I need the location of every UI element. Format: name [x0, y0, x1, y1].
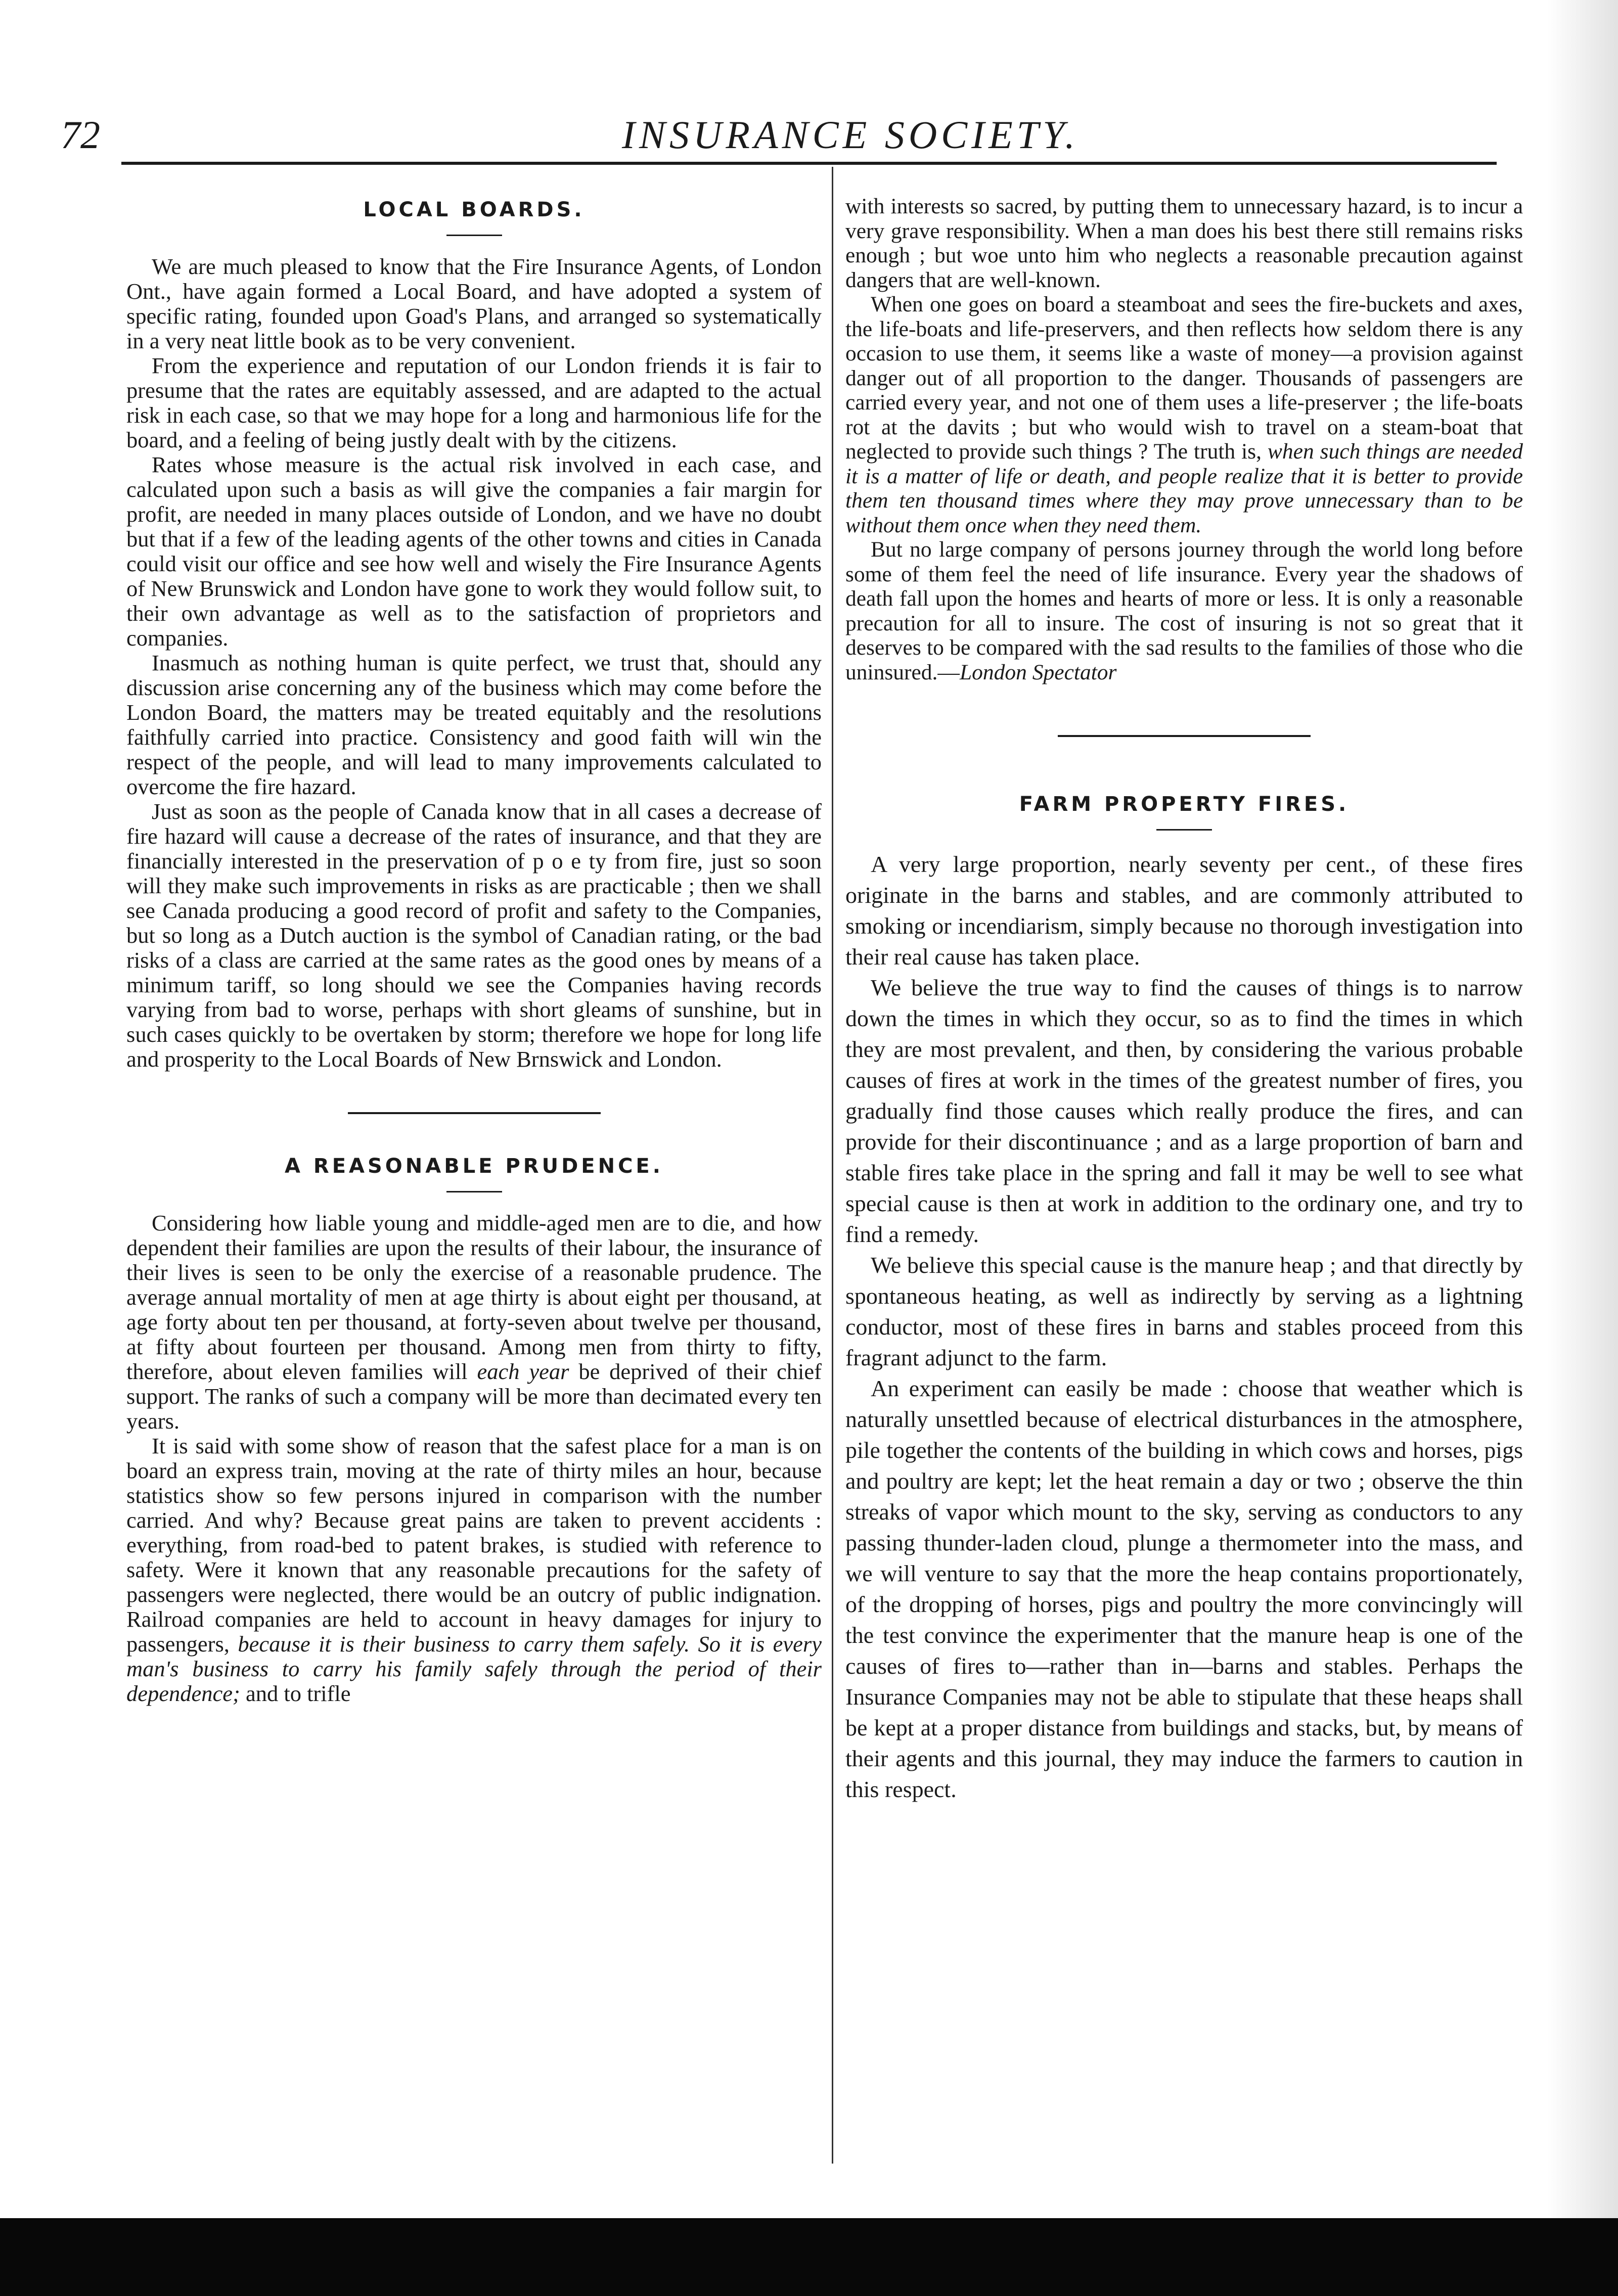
page-edge-shadow	[1547, 0, 1618, 2296]
article-paragraph: From the experience and reputation of our London friends it is fair to presume that the rates are equitably assessed, and are adapted to the actual risk in each case, so that we may hope for a long and harmonious life for the board, and a feeling of being justly dealt with by the citizens.	[126, 353, 822, 452]
column-divider	[832, 167, 833, 2164]
article-paragraph: Rates whose measure is the actual risk involved in each case, and calculated upon such a basis as will give the companies a fair margin for profit, are needed in many places outside of London, and we have no doubt but that if a few of the leading agents of the other towns and cities in Canada could visit our office and see how well and wisely the Fire Insurance Agents of New Brunswick and London have gone to work they would follow suit, to their own advantage as well as to the satisfaction of proprietors and companies.	[126, 452, 822, 651]
section-title-reasonable-prudence: A REASONABLE PRUDENCE.	[285, 1155, 663, 1178]
article-signature: London Spectator	[959, 660, 1117, 684]
article-paragraph: An experiment can easily be made : choose that weather which is naturally unsettled because of electrical disturbances in the atmosphere, pile together the contents of the building in which cows and horses, pigs and poultry are kept; let the heat remain a day or two ; observe the thin streaks of vapor which mount to the sky, serving as conductors to any passing thunder-laden cloud, plunge a thermometer into the mass, and we will venture to say that the more the heap contains proportionately, of the dropping of horses, pigs and poultry the more convincingly will the test convince the experimenter that the manure heap is one of the causes of fires to—rather than in—barns and stables. Perhaps the Insurance Companies may not be able to stipulate that these heaps shall be kept at a proper distance from buildings and stacks, but, by means of their agents and this journal, they may induce the farmers to caution in this respect.	[845, 1375, 1523, 1802]
article-paragraph: with interests so sacred, by putting them to unnecessary hazard, is to incur a very grave responsibility. When a man does his best there still remains risks enough ; but woe unto him who neglects a reasonable precaution against dangers that are well-known.	[845, 194, 1523, 292]
title-rule	[446, 235, 502, 236]
article-paragraph: It is said with some show of reason that the safest place for a man is on board an express train, moving at the rate of thirty miles an hour, because statistics show so few persons injured in comparison with the number carried. And why? Because great pains are taken to prevent accidents : everything, from road-bed to patent brakes, is studied with reference to safety. Were it known that any reasonable precautions for the safety of passengers were neglected, there would be an outcry of public indignation. Railroad companies are held to account in heavy damages for injury to passengers, because it is their business to carry them safely. So it is every man's business to carry his family safely through the period of their dependence; and to trifle	[126, 1433, 822, 1706]
article-paragraph: We believe this special cause is the manure heap ; and that directly by spontaneous heating, as well as indirectly by serving as a lightning conductor, most of these fires in barns and stables proceed from this fragrant adjunct to the farm.	[845, 1252, 1523, 1370]
title-rule	[1156, 829, 1212, 831]
section-title-local-boards: LOCAL BOARDS.	[363, 198, 585, 221]
article-paragraph: When one goes on board a steamboat and sees the fire-buckets and axes, the life-boats and life-preservers, and then reflects how seldom there is any occasion to use them, it seems like a waste of money—a provision against danger out of all proportion to the danger. Thousands of passengers are carried every year, and not one of them uses a life-preserver ; the life-boats rot at the davits ; but who would wish to travel on a steam-boat that neglected to provide such things ? The truth is, when such things are needed it is a matter of life or death, and people realize that it is better to provide them ten thousand times where they may prove unnecessary than to be without them once when they need them.	[845, 292, 1523, 537]
article-paragraph: But no large company of persons journey through the world long before some of them feel the need of life insurance. Every year the shadows of death fall upon the homes and hearts of more or less. It is only a reasonable precaution for all to insure. The cost of insuring is not so great that it deserves to be compared with the sad results to the families of those who die uninsured.—London Spectator	[845, 537, 1523, 684]
emphasis-text: because it is their business to carry them safely. So it is every man's business to carry his family safely through the period of their dependence;	[126, 1631, 822, 1706]
scan-bottom-band	[0, 2218, 1618, 2296]
emphasis-text: each year	[477, 1359, 569, 1384]
right-column	[845, 167, 1523, 1805]
article-paragraph: Considering how liable young and middle-aged men are to die, and how dependent their families are upon the results of their labour, the insurance of their lives is seen to be only the exercise of a reasonable prudence. The average annual mortality of men at age thirty is about eight per thousand, at age forty about ten per thousand, at forty-seven about twelve per thousand, at fifty about fourteen per thousand. Among men from thirty to fifty, therefore, about eleven families will each year be deprived of their chief support. The ranks of such a company will be more than decimated every ten years.	[126, 1210, 822, 1434]
header-rule	[121, 162, 1497, 165]
article-paragraph: Inasmuch as nothing human is quite perfect, we trust that, should any discussion arise concerning any of the business which may come before the London Board, the matters may be treated equitably and the resolutions faithfully carried into practice. Consistency and good faith will win the respect of the people, and will lead to many improvements calculated to overcome the fire hazard.	[126, 650, 822, 799]
emphasis-text: when such things are needed it is a matter of life or death, and people realize that it is better to provide them ten thousand times where they may prove unnecessary than to be without them once when they need them.	[845, 439, 1523, 537]
article-paragraph: We are much pleased to know that the Fire Insurance Agents, of London Ont., have again formed a Local Board, and have adopted a system of specific rating, founded upon Goad's Plans, and arranged so systematically in a very neat little book as to be very convenient.	[126, 254, 822, 353]
page-number: 72	[61, 113, 100, 157]
left-column	[126, 167, 822, 1706]
section-title-farm-fires: FARM PROPERTY FIRES.	[1019, 793, 1350, 816]
article-paragraph: Just as soon as the people of Canada know that in all cases a decrease of fire hazard will cause a decrease of the rates of insurance, and that they are financially interested in the preservation of p o e ty from fire, just so soon will they make such improvements in risks as are practicable ; then we shall see Canada producing a good record of profit and safety to the Companies, but so long as a Dutch auction is the symbol of Canadian rating, or the bad risks of a class are carried at the same rates as the good ones by means of a minimum tariff, so long should we see the Companies having records varying from bad to worse, perhaps with short gleams of sunshine, but in such cases quickly to be overtaken by storm; therefore we hope for long life and prosperity to the Local Boards of New Brnswick and London.	[126, 799, 822, 1072]
article-paragraph: A very large proportion, nearly seventy per cent., of these fires originate in the barns and stables, and are commonly attributed to smoking or incendiarism, simply because no thorough investigation into their real cause has taken place.	[845, 851, 1523, 970]
title-rule	[446, 1191, 502, 1192]
article-paragraph: We believe the true way to find the causes of things is to narrow down the times in which they occur, so as to find the times in which they are most prevalent, and then, by considering the various probable causes of fires at work in the times of the greatest number of fires, you gradually find those causes which really produce the fires, and can provide for their discontinuance ; and as a large proportion of barn and stable fires take place in the spring and fall it may be well to see what special cause is then at work in addition to the ordinary one, and try to find a remedy.	[845, 975, 1523, 1247]
running-title: INSURANCE SOCIETY.	[622, 113, 1079, 157]
